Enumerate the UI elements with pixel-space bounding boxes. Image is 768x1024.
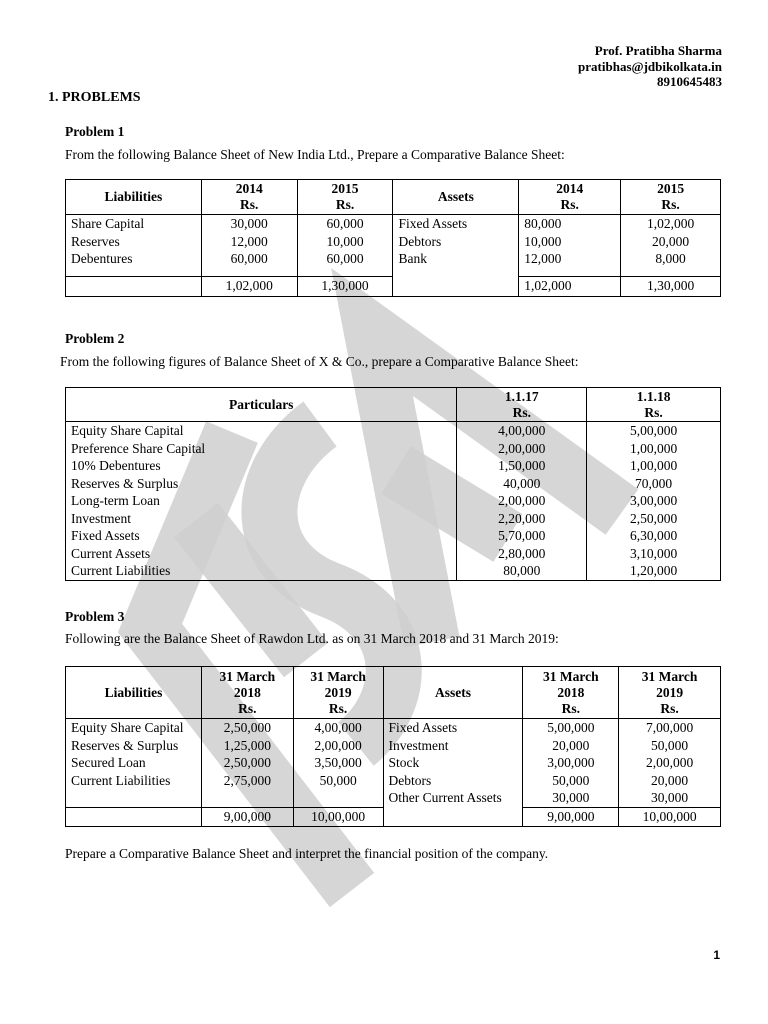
problem3-body-row (66, 719, 721, 808)
values-1-1-17: 4,00,000 2,00,000 1,50,000 40,000 2,00,000 2,20,000 5,70,000 2,80,000 80,000 (457, 422, 587, 581)
list-item: Debentures (71, 251, 133, 266)
header-liabilities: Liabilities (66, 667, 202, 719)
asset-2019-values: 7,00,000 50,000 2,00,000 20,000 30,000 (619, 719, 721, 808)
total-label-empty (66, 277, 202, 297)
list-item: Fixed Assets (388, 720, 458, 735)
header-1-1-17: 1.1.17 Rs. (457, 388, 587, 422)
list-item: Share Capital (71, 216, 145, 231)
header-2014: 2014 Rs. (201, 180, 297, 215)
problem3-footer-text: Prepare a Comparative Balance Sheet and interpret the financial position of the company. (65, 846, 549, 861)
problem1-header-row (66, 180, 721, 215)
section-title: 1. PROBLEMS (48, 90, 141, 105)
page-number: 1 (713, 948, 720, 962)
list-item: Investment (388, 737, 449, 753)
list-item: Stock (388, 755, 420, 770)
list-item: Current Liabilities (71, 563, 171, 578)
total-liab-2018: 9,00,000 (201, 808, 293, 827)
liabilities-list (66, 719, 202, 808)
total-asset-2018: 9,00,000 (523, 808, 619, 827)
list-item: Equity Share Capital (71, 720, 184, 735)
problem1-body-row (66, 215, 721, 277)
problem2-table (65, 387, 721, 581)
list-item: Current Liabilities (71, 772, 171, 788)
list-item: Equity Share Capital (71, 423, 184, 438)
liabilities-list (66, 215, 202, 277)
list-item: Investment (71, 510, 131, 526)
total-asset-2015: 1,30,000 (621, 277, 721, 297)
total-liab-2015: 1,30,000 (297, 277, 393, 297)
list-item: Reserves & Surplus (71, 737, 179, 753)
asset-2018-values: 5,00,000 20,000 3,00,000 50,000 30,000 (523, 719, 619, 808)
list-item: Debtors (388, 772, 432, 788)
liab-2019-values: 4,00,000 2,00,000 3,50,000 50,000 (293, 719, 383, 808)
header-2015-assets: 2015 Rs. (621, 180, 721, 215)
asset-2015-values: 1,02,000 20,000 8,000 (621, 215, 721, 277)
author-phone: 8910645483 (657, 74, 722, 89)
header-31-march-2018: 31 March 2018 Rs. (201, 667, 293, 719)
list-item: Secured Loan (71, 755, 146, 770)
list-item: Fixed Assets (71, 528, 140, 543)
liab-2014-values: 30,000 12,000 60,000 (201, 215, 297, 277)
problem2-header-row (66, 388, 721, 422)
author-name: Prof. Pratibha Sharma (594, 43, 722, 58)
total-liab-2014: 1,02,000 (201, 277, 297, 297)
problem1-heading: Problem 1 (65, 124, 125, 139)
liab-2015-values: 60,000 10,000 60,000 (297, 215, 393, 277)
list-item: Long-term Loan (71, 493, 160, 508)
assets-list (383, 719, 523, 827)
total-asset-2019: 10,00,000 (619, 808, 721, 827)
list-item: Debtors (398, 233, 442, 249)
list-item: Current Assets (71, 545, 151, 561)
header-2015: 2015 Rs. (297, 180, 393, 215)
particulars-list (66, 422, 457, 581)
assets-list (393, 215, 519, 297)
header-31-march-2019-assets: 31 March 2019 Rs. (619, 667, 721, 719)
problem2-text: From the following figures of Balance Sheet of X & Co., prepare a Comparative Balance Sheet: (60, 354, 579, 369)
problem2-body-row (66, 422, 721, 581)
problem2-heading: Problem 2 (65, 331, 125, 346)
list-item: Fixed Assets (398, 216, 468, 231)
total-label-empty (66, 808, 202, 827)
problem3-header-row (66, 667, 721, 719)
author-email[interactable]: pratibhas@jdbikolkata.in (578, 58, 722, 74)
header-31-march-2018-assets: 31 March 2018 Rs. (523, 667, 619, 719)
problem1-table (65, 179, 721, 297)
header-liabilities: Liabilities (66, 180, 202, 215)
liab-2018-values: 2,50,000 1,25,000 2,50,000 2,75,000 (201, 719, 293, 808)
author-block (578, 43, 722, 90)
list-item: Reserves (71, 233, 120, 249)
values-1-1-18: 5,00,000 1,00,000 1,00,000 70,000 3,00,000 2,50,000 6,30,000 3,10,000 1,20,000 (587, 422, 721, 581)
header-particulars: Particulars (66, 388, 457, 422)
list-item: Other Current Assets (388, 790, 502, 805)
asset-2014-values: 80,000 10,000 12,000 (519, 215, 621, 277)
total-liab-2019: 10,00,000 (293, 808, 383, 827)
total-asset-2014: 1,02,000 (519, 277, 621, 297)
list-item: Preference Share Capital (71, 440, 206, 456)
problem3-text: Following are the Balance Sheet of Rawdon Ltd. as on 31 March 2018 and 31 March 2019: (65, 631, 559, 646)
list-item: Bank (398, 251, 427, 266)
problem1-text: From the following Balance Sheet of New India Ltd., Prepare a Comparative Balance Sheet: (65, 147, 565, 162)
header-2014-assets: 2014 Rs. (519, 180, 621, 215)
list-item: Reserves & Surplus (71, 475, 179, 491)
problem3-heading: Problem 3 (65, 609, 125, 624)
list-item: 10% Debentures (71, 458, 161, 473)
header-31-march-2019: 31 March 2019 Rs. (293, 667, 383, 719)
header-assets: Assets (383, 667, 523, 719)
header-1-1-18: 1.1.18 Rs. (587, 388, 721, 422)
header-assets: Assets (393, 180, 519, 215)
problem3-table (65, 666, 721, 827)
